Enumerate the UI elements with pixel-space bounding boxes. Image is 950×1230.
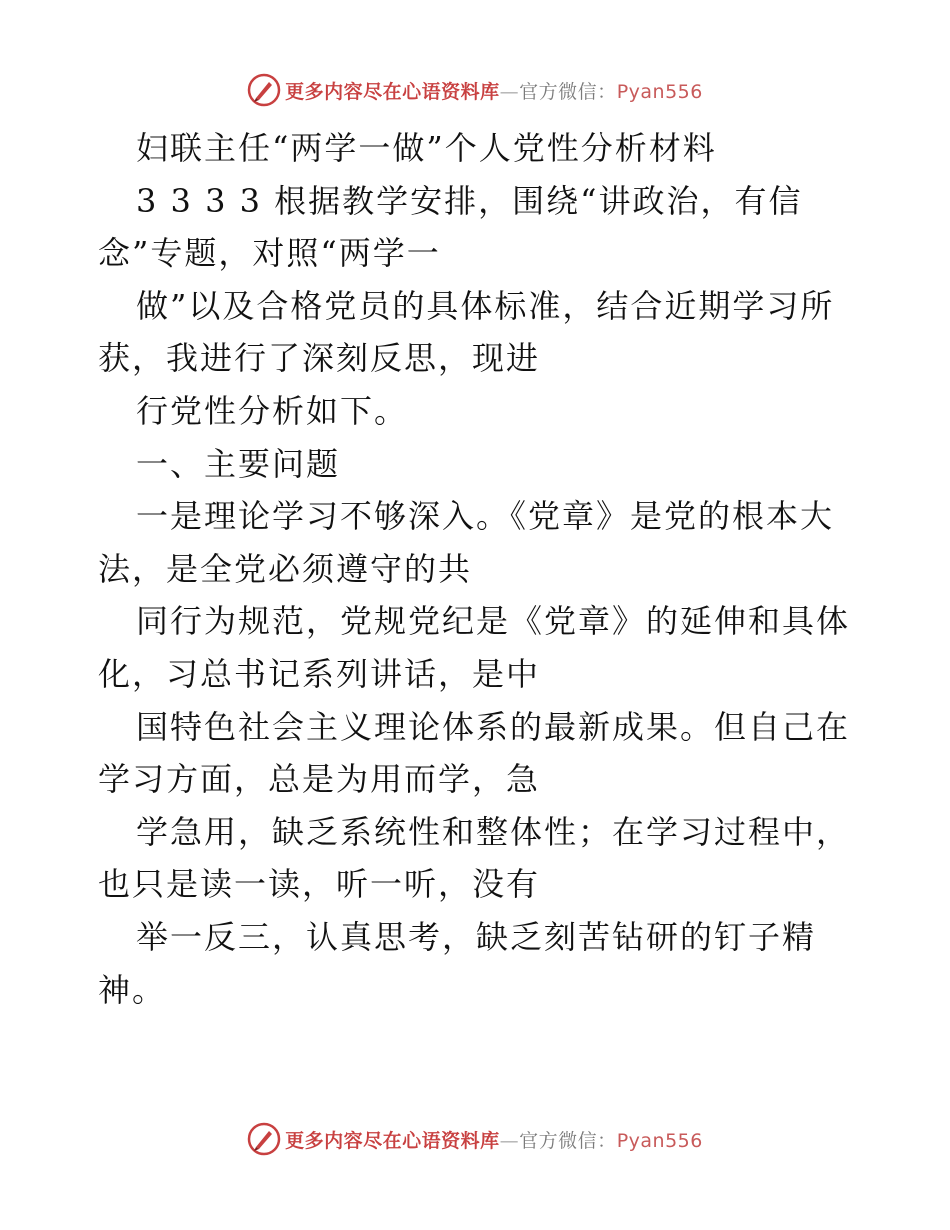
paragraph-line: 化，习总书记系列讲话，是中 bbox=[98, 654, 541, 693]
section-heading: 一、主要问题 bbox=[136, 444, 341, 483]
document-body bbox=[98, 122, 858, 1016]
footer-wechat-id: Pyan556 bbox=[616, 1129, 703, 1152]
footer-dash: — bbox=[499, 1129, 520, 1152]
footer-banner-text bbox=[285, 1126, 703, 1153]
footer-official-label: 官方微信： bbox=[519, 1129, 617, 1152]
paragraph-line: 3 3 3 3 根据教学安排，围绕“讲政治，有信 bbox=[136, 181, 803, 220]
paragraph-line: 神。 bbox=[98, 970, 167, 1009]
paragraph-line: 行党性分析如下。 bbox=[136, 391, 409, 430]
paragraph-line: 举一反三，认真思考，缺乏刻苦钻研的钉子精 bbox=[136, 917, 817, 956]
header-banner bbox=[0, 68, 950, 112]
footer-banner bbox=[0, 1117, 950, 1161]
header-official-label: 官方微信： bbox=[519, 80, 617, 103]
header-wechat-id: Pyan556 bbox=[616, 80, 703, 103]
quill-logo-icon bbox=[247, 73, 281, 107]
paragraph-line: 一是理论学习不够深入。《党章》是党的根本大 bbox=[136, 497, 835, 536]
paragraph-line: 学急用，缺乏系统性和整体性；在学习过程中， bbox=[136, 812, 851, 851]
paragraph-line: 国特色社会主义理论体系的最新成果。但自己在 bbox=[136, 707, 851, 746]
paragraph-line: 也只是读一读，听一听，没有 bbox=[98, 865, 541, 904]
paragraph-line: 念”专题，对照“两学一 bbox=[98, 234, 441, 273]
header-brand: 更多内容尽在心语资料库 bbox=[285, 80, 500, 103]
paragraph-line: 获，我进行了深刻反思，现进 bbox=[98, 339, 541, 378]
paragraph-line: 同行为规范，党规党纪是《党章》的延伸和具体 bbox=[136, 602, 851, 641]
header-banner-text bbox=[285, 77, 703, 104]
footer-brand: 更多内容尽在心语资料库 bbox=[285, 1129, 500, 1152]
paragraph-line: 学习方面，总是为用而学，急 bbox=[98, 760, 541, 799]
paragraph-line: 做”以及合格党员的具体标准，结合近期学习所 bbox=[136, 286, 835, 325]
document-title: 妇联主任“两学一做”个人党性分析材料 bbox=[136, 129, 717, 167]
paragraph-line: 法，是全党必须遵守的共 bbox=[98, 549, 473, 588]
header-dash: — bbox=[499, 80, 520, 103]
quill-logo-icon bbox=[247, 1122, 281, 1156]
